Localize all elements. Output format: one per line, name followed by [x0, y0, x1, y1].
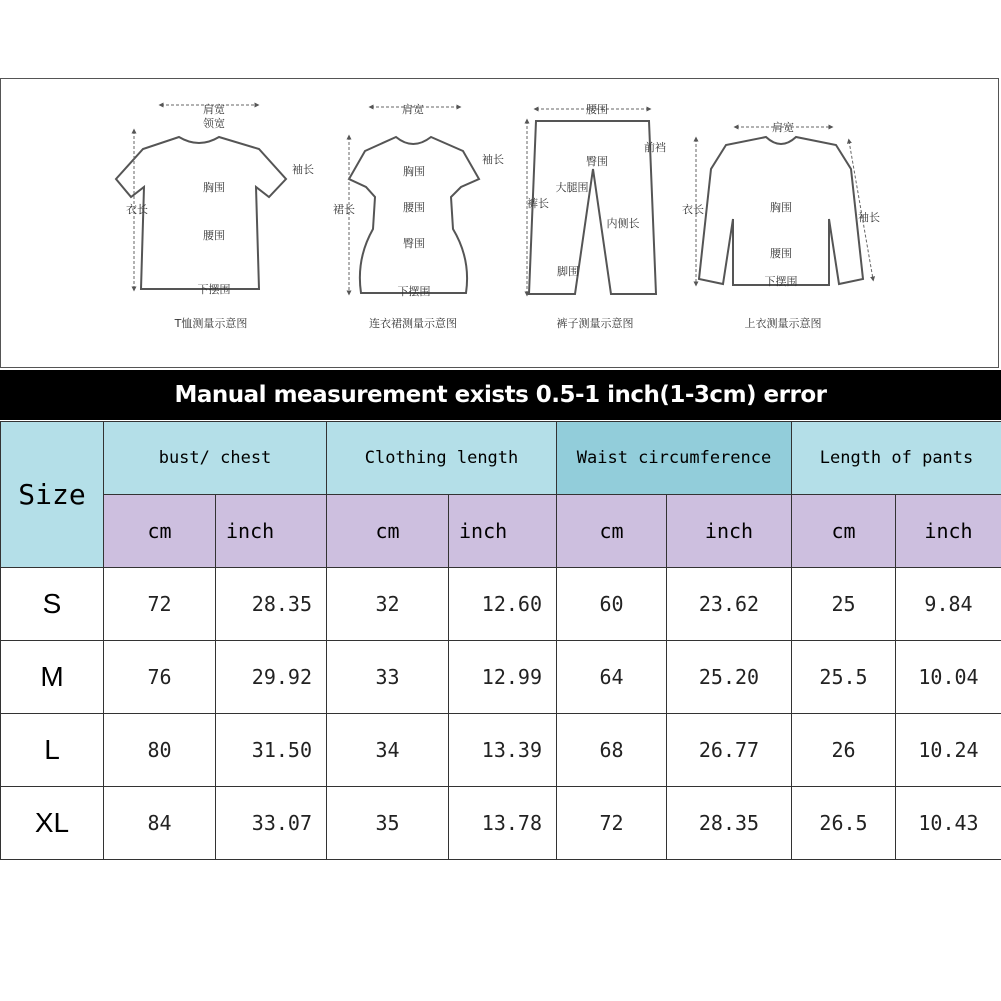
- tshirt-label: 领宽: [203, 117, 225, 130]
- shirt-caption: 上衣测量示意图: [744, 317, 822, 330]
- shirt-label: 衣长: [682, 203, 704, 216]
- tshirt-label: 衣长: [126, 203, 148, 216]
- unit-header: inch: [896, 495, 1001, 568]
- size-cell: L: [1, 714, 104, 787]
- pants-label: 脚围: [557, 265, 579, 278]
- table-cell: 23.62: [667, 568, 792, 641]
- table-cell: 76: [104, 641, 216, 714]
- group-header-pants-length: Length of pants: [792, 422, 1001, 495]
- dress-caption: 连衣裙测量示意图: [369, 317, 457, 330]
- table-cell: 26: [792, 714, 896, 787]
- tshirt-label: 下摆围: [197, 283, 231, 296]
- dress-label: 袖长: [482, 153, 504, 166]
- unit-header: cm: [792, 495, 896, 568]
- group-header-clothing-length: Clothing length: [327, 422, 557, 495]
- table-cell: 10.43: [896, 787, 1001, 860]
- pants-label: 臀围: [586, 155, 608, 168]
- table-cell: 32: [327, 568, 449, 641]
- tshirt-caption: T恤测量示意图: [174, 317, 248, 330]
- unit-header: inch: [216, 495, 327, 568]
- size-cell: M: [1, 641, 104, 714]
- table-cell: 31.50: [216, 714, 327, 787]
- table-cell: 84: [104, 787, 216, 860]
- shirt-label: 腰围: [770, 247, 792, 260]
- size-cell: XL: [1, 787, 104, 860]
- table-cell: 64: [557, 641, 667, 714]
- table-row: [1, 641, 1001, 714]
- pants-label: 大腿围: [555, 181, 589, 194]
- table-cell: 28.35: [667, 787, 792, 860]
- table-cell: 60: [557, 568, 667, 641]
- table-row: [1, 568, 1001, 641]
- shirt-label: 胸围: [770, 201, 792, 214]
- table-cell: 34: [327, 714, 449, 787]
- table-cell: 9.84: [896, 568, 1001, 641]
- table-cell: 33.07: [216, 787, 327, 860]
- pants-caption: 裤子测量示意图: [556, 317, 634, 330]
- dress-label: 臀围: [403, 237, 425, 250]
- table-row: [1, 714, 1001, 787]
- table-cell: 12.60: [449, 568, 557, 641]
- size-chart-table: [0, 421, 1001, 860]
- table-cell: 25.5: [792, 641, 896, 714]
- tshirt-label: 腰围: [203, 229, 225, 242]
- size-column-header: Size: [1, 422, 104, 568]
- table-cell: 26.5: [792, 787, 896, 860]
- shirt-label: 肩宽: [772, 121, 794, 134]
- dress-outline: [349, 137, 479, 293]
- dress-label: 腰围: [403, 201, 425, 214]
- measurement-diagram-panel: [0, 78, 999, 368]
- group-header-waist: Waist circumference: [557, 422, 792, 495]
- table-row: [1, 787, 1001, 860]
- dress-label: 胸围: [403, 165, 425, 178]
- error-notice-title: [0, 370, 1001, 420]
- group-header-bust: bust/ chest: [104, 422, 327, 495]
- unit-header: cm: [557, 495, 667, 568]
- table-cell: 35: [327, 787, 449, 860]
- table-cell: 72: [557, 787, 667, 860]
- dress-label: 下摆围: [397, 285, 431, 298]
- pants-label: 腰围: [586, 103, 608, 116]
- size-cell: S: [1, 568, 104, 641]
- table-cell: 72: [104, 568, 216, 641]
- table-cell: 26.77: [667, 714, 792, 787]
- table-cell: 29.92: [216, 641, 327, 714]
- title-text: Manual measurement exists 0.5-1 inch(1-3cm) error: [174, 382, 827, 408]
- pants-label: 前裆: [644, 141, 666, 154]
- shirt-label: 下摆围: [764, 275, 798, 288]
- table-cell: 10.24: [896, 714, 1001, 787]
- tshirt-label: 胸围: [203, 181, 225, 194]
- tshirt-label: 肩宽: [203, 103, 225, 116]
- table-cell: 13.78: [449, 787, 557, 860]
- unit-header: inch: [449, 495, 557, 568]
- table-cell: 80: [104, 714, 216, 787]
- unit-header: inch: [667, 495, 792, 568]
- table-cell: 13.39: [449, 714, 557, 787]
- dress-label: 肩宽: [402, 103, 424, 116]
- pants-label: 内侧长: [606, 217, 640, 230]
- table-cell: 25: [792, 568, 896, 641]
- table-cell: 68: [557, 714, 667, 787]
- dress-label: 裙长: [333, 203, 355, 216]
- unit-header: cm: [104, 495, 216, 568]
- table-cell: 10.04: [896, 641, 1001, 714]
- tshirt-label: 袖长: [292, 163, 314, 176]
- table-cell: 28.35: [216, 568, 327, 641]
- unit-header: cm: [327, 495, 449, 568]
- garment-diagrams: [1, 79, 1000, 369]
- table-cell: 12.99: [449, 641, 557, 714]
- table-cell: 33: [327, 641, 449, 714]
- pants-label: 裤长: [527, 197, 549, 210]
- shirt-label: 袖长: [858, 211, 880, 224]
- table-cell: 25.20: [667, 641, 792, 714]
